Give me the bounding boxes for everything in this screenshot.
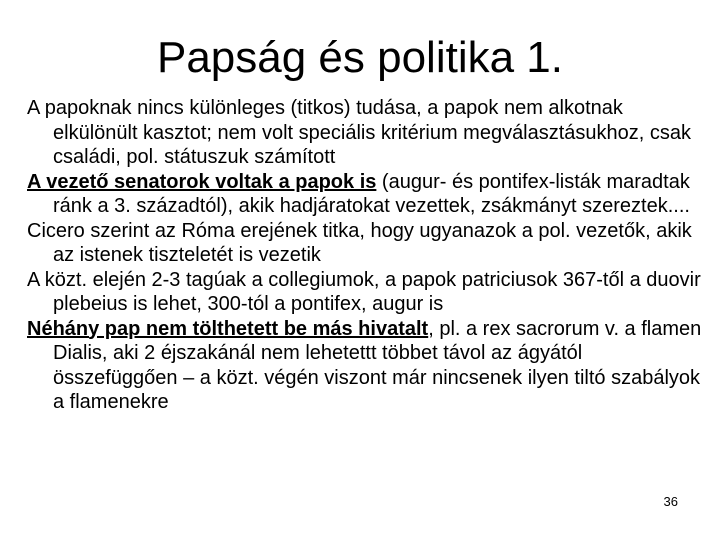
paragraph-2 bbox=[27, 170, 707, 219]
paragraph-text: A közt. elején 2-3 tagúak a collegiumok, a papok patriciusok 367-től a duovir plebeius is lehet, 300-tól a pontifex, augur is bbox=[27, 268, 701, 315]
paragraph-1 bbox=[27, 96, 707, 170]
paragraph-text: (augur- és pontifex-listák maradtak ránk a 3. századtól), akik hadjáratokat vezettek, zsákmányt szereztek.... bbox=[53, 170, 690, 217]
emphasized-text: A vezető senatorok voltak a papok is bbox=[27, 170, 377, 193]
paragraph-text: , pl. a rex sacrorum v. a flamen Dialis, aki 2 éjszakánál nem lehetettt többet távol az ágyától összefüggően – a közt. végén viszont már nincsenek ilyen tiltó szabályok a flamenekre bbox=[53, 317, 702, 413]
paragraph-3 bbox=[27, 219, 707, 268]
slide-body bbox=[27, 96, 707, 415]
slide-title: Papság és politika 1. bbox=[156, 33, 564, 82]
paragraph-4 bbox=[27, 268, 707, 317]
paragraph-text: A papoknak nincs különleges (titkos) tudása, a papok nem alkotnak elkülönült kasztot; nem volt speciális kritérium megválasztásukhoz, csak családi, pol. státuszuk számított bbox=[27, 97, 692, 168]
paragraph-5 bbox=[27, 317, 707, 415]
emphasized-text: Néhány pap nem tölthetett be más hivatalt bbox=[27, 317, 429, 340]
page-number: 36 bbox=[663, 494, 678, 509]
paragraph-text: Cicero szerint az Róma erejének titka, hogy ugyanazok a pol. vezetők, akik az istenek tiszteletét is vezetik bbox=[27, 219, 692, 266]
